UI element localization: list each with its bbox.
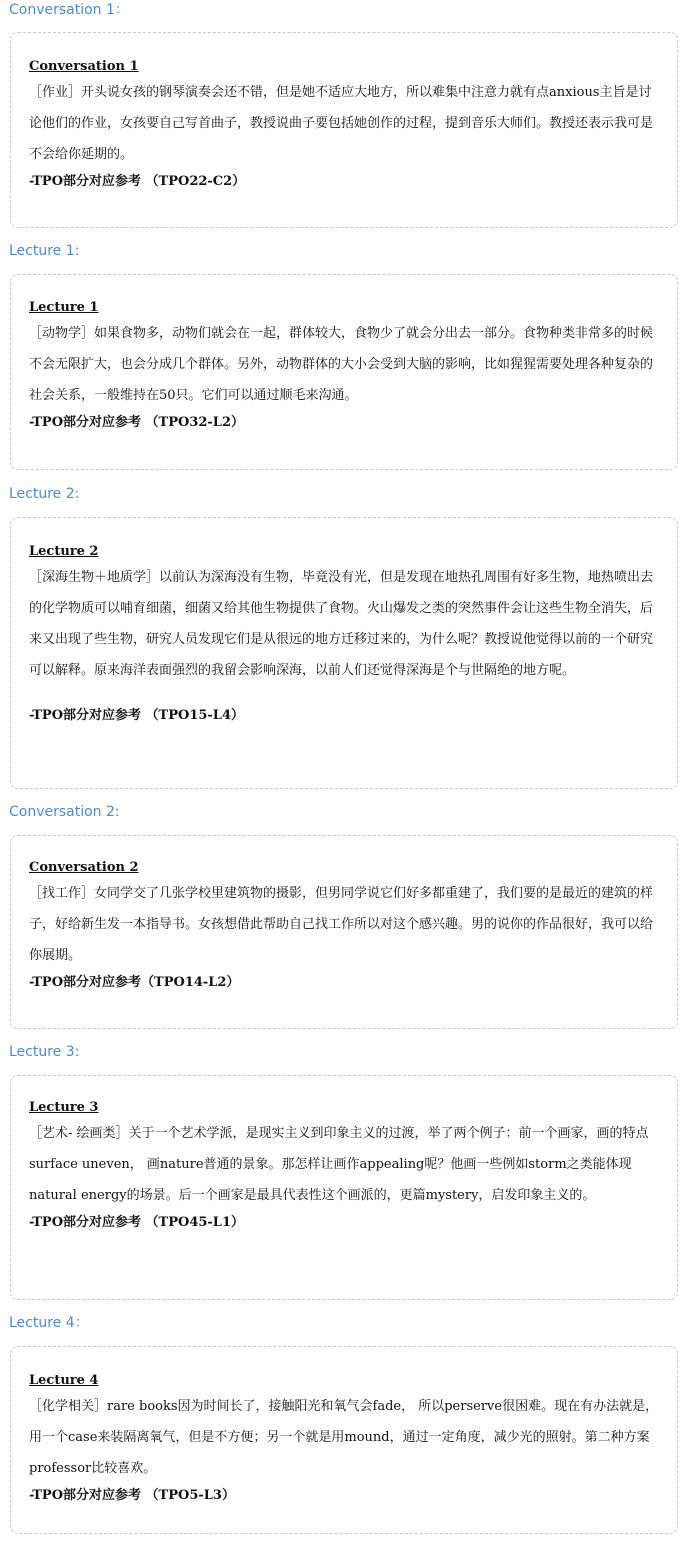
summary-card bbox=[10, 32, 678, 228]
card-body: ［深海生物＋地质学］以前认为深海没有生物，毕竟没有光，但是发现在地热孔周围有好多生物，地热喷出去的化学物质可以哺育细菌，细菌又给其他生物提供了食物。火山爆发之类的突然事件会让这些生物全消失，后来又出现了些生物，研究人员发现它们是从很远的地方迁移过来的，为什么呢？教授说他觉得以前的一个研究可以解释。原来海洋表面强烈的我留会影响深海，以前人们还觉得深海是个与世隔绝的地方呢。 bbox=[29, 570, 654, 678]
card-body: ［作业］开头说女孩的钢琴演奏会还不错，但是她不适应大地方，所以难集中注意力就有点anxious主旨是讨论他们的作业，女孩要自己写首曲子，教授说曲子要包括她创作的过程，提到音乐大师们。教授还表示我可是不会给你延期的。 bbox=[29, 85, 654, 162]
tpo-reference: -TPO部分对应参考 （TPO15-L4） bbox=[29, 708, 244, 723]
section-heading: Conversation 2: bbox=[9, 804, 120, 820]
tpo-reference: -TPO部分对应参考 （TPO5-L3） bbox=[29, 1488, 235, 1503]
section-heading: Lecture 4： bbox=[9, 1315, 89, 1331]
card-title: Lecture 1 bbox=[29, 300, 99, 315]
card-title: Lecture 4 bbox=[29, 1373, 99, 1388]
summary-card bbox=[10, 1075, 678, 1300]
summary-card bbox=[10, 517, 678, 789]
card-body: ［动物学］如果食物多，动物们就会在一起，群体较大，食物少了就会分出去一部分。食物种类非常多的时候不会无限扩大，也会分成几个群体。另外，动物群体的大小会受到大脑的影响，比如猩猩需要处理各种复杂的社会关系，一般维持在50只。它们可以通过顺毛来沟通。 bbox=[29, 326, 654, 403]
section-heading: Conversation 1： bbox=[9, 2, 129, 18]
card-title: Conversation 2 bbox=[29, 860, 139, 875]
card-body: ［艺术- 绘画类］关于一个艺术学派，是现实主义到印象主义的过渡，举了两个例子：前一个画家，画的特点 surface uneven， 画nature普通的景象。那怎样让画作appealing呢？他画一些例如storm之类能体现natural energy的场景。后一个画家是最具代表性这个画派的，更篇mystery，启发印象主义的。 bbox=[29, 1126, 649, 1203]
section-heading: Lecture 2: bbox=[9, 486, 80, 502]
card-title: Lecture 3 bbox=[29, 1100, 99, 1115]
tpo-reference: -TPO部分对应参考 （TPO22-C2） bbox=[29, 174, 246, 189]
tpo-reference: -TPO部分对应参考 （TPO32-L2） bbox=[29, 415, 244, 430]
card-body: ［找工作］女同学交了几张学校里建筑物的摄影，但男同学说它们好多都重建了，我们要的是最近的建筑的样子，好给新生发一本指导书。女孩想借此帮助自己找工作所以对这个感兴趣。男的说你的作品很好，我可以给你展期。 bbox=[29, 886, 654, 963]
section-heading: Lecture 1: bbox=[9, 243, 80, 259]
summary-card bbox=[10, 274, 678, 470]
card-title: Lecture 2 bbox=[29, 544, 99, 559]
summary-card bbox=[10, 835, 678, 1029]
tpo-reference: -TPO部分对应参考（TPO14-L2） bbox=[29, 975, 240, 990]
section-heading: Lecture 3: bbox=[9, 1044, 80, 1060]
card-title: Conversation 1 bbox=[29, 59, 139, 74]
summary-card bbox=[10, 1346, 678, 1534]
card-body: ［化学相关］rare books因为时间长了，接触阳光和氧气会fade， 所以perserve很困难。现在有办法就是，用一个case来装隔离氧气，但是不方便；另一个就是用mound，通过一定角度，减少光的照射。第二种方案professor比较喜欢。 bbox=[29, 1399, 659, 1476]
tpo-reference: -TPO部分对应参考 （TPO45-L1） bbox=[29, 1215, 244, 1230]
